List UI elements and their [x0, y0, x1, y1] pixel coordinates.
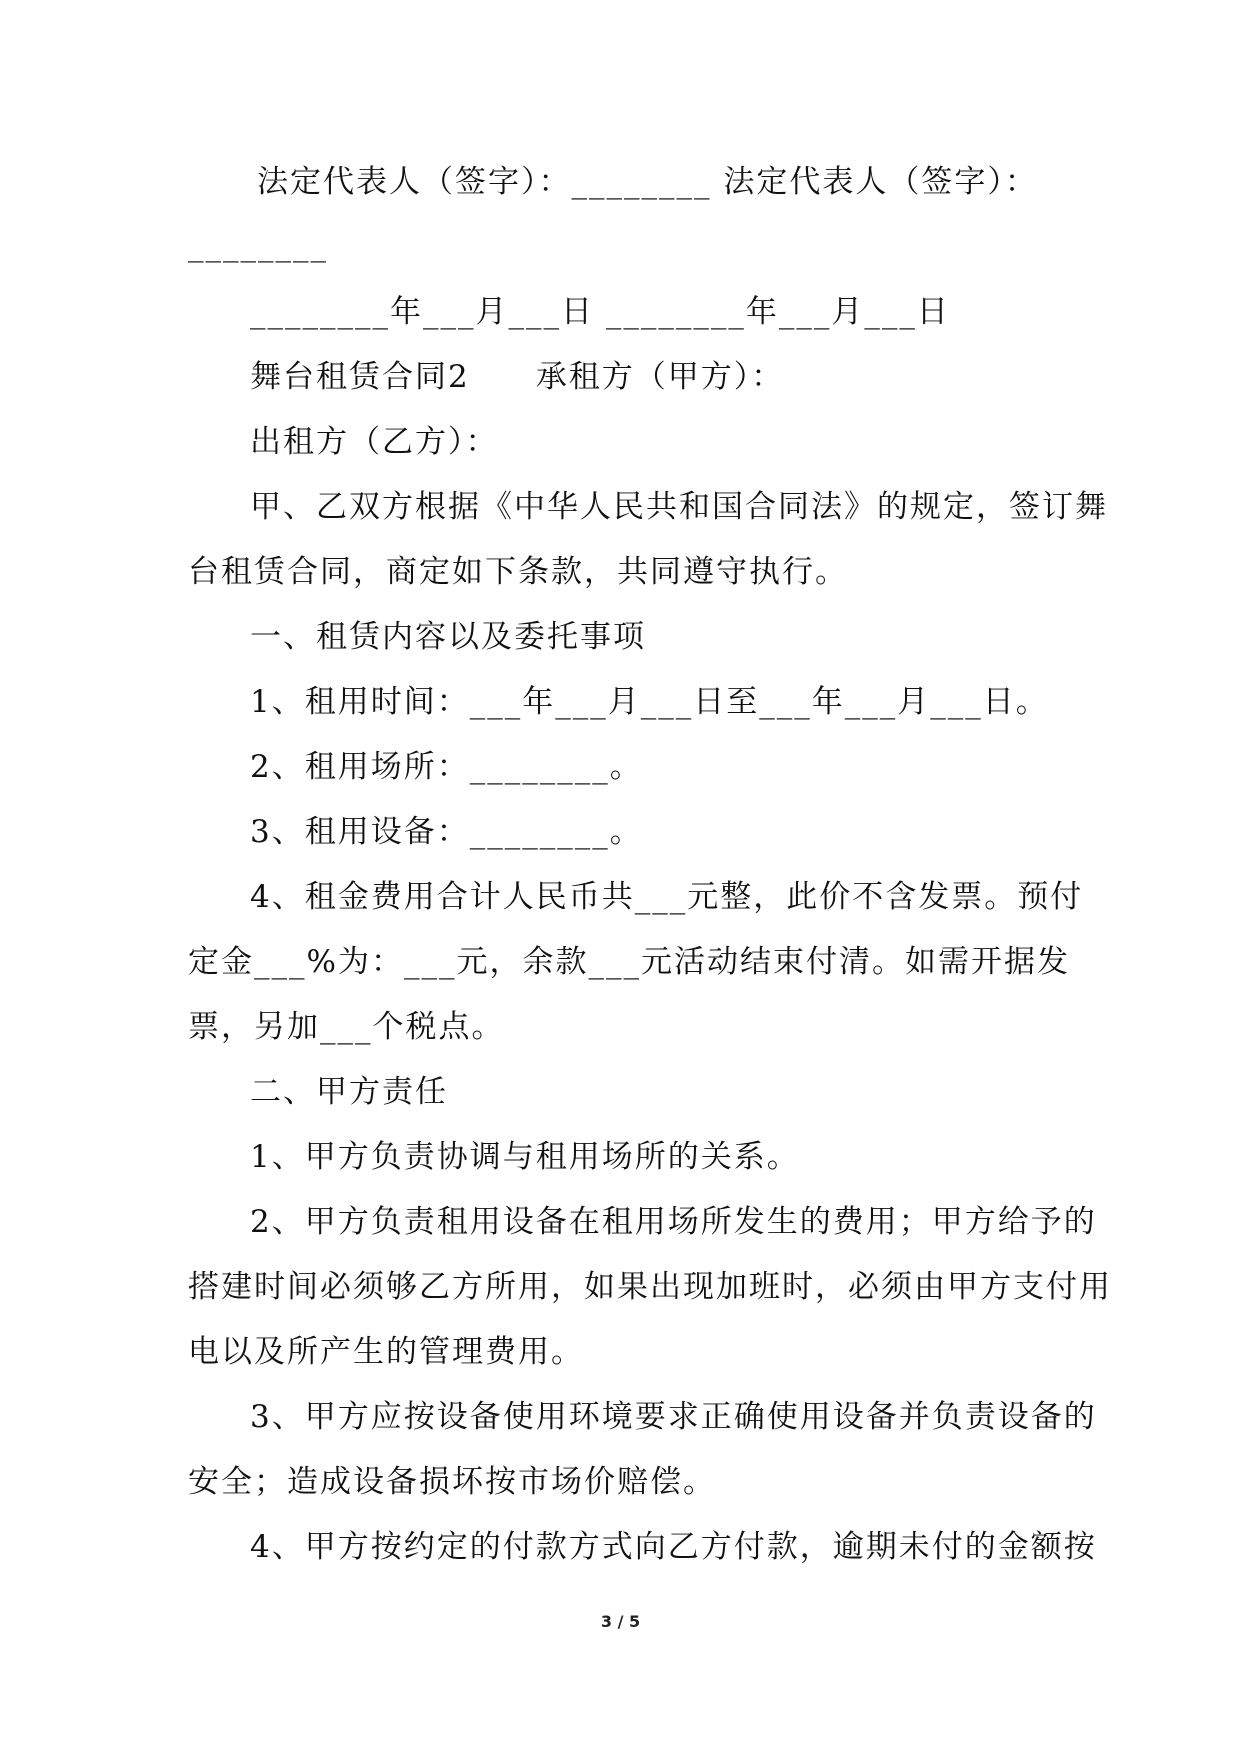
- signature-blank: ________: [188, 227, 328, 263]
- clause-line: 定金___%为：___元，余款___元活动结束付清。如需开据发: [188, 944, 1070, 980]
- paragraph-line: 台租赁合同，商定如下条款，共同遵守执行。: [188, 554, 848, 590]
- clause-line: 电以及所产生的管理费用。: [188, 1334, 584, 1370]
- contract-title-line: 舞台租赁合同2 承租方（甲方）：: [250, 359, 785, 395]
- clause-line: 搭建时间必须够乙方所用，如果出现加班时，必须由甲方支付用: [188, 1269, 1112, 1305]
- section-heading: 二、甲方责任: [250, 1074, 448, 1110]
- clause-line: 1、租用时间：___年___月___日至___年___月___日。: [250, 684, 1049, 720]
- clause-line: 4、租金费用合计人民币共___元整，此价不含发票。预付: [250, 879, 1084, 915]
- clause-line: 安全；造成设备损坏按市场价赔偿。: [188, 1464, 716, 1500]
- lessor-line: 出租方（乙方）：: [250, 424, 499, 460]
- date-line: ________年___月___日 ________年___月___日: [250, 294, 950, 330]
- signature-line: 法定代表人（签字）：________ 法定代表人（签字）：: [257, 164, 1038, 200]
- section-heading: 一、租赁内容以及委托事项: [250, 619, 646, 655]
- clause-line: 4、甲方按约定的付款方式向乙方付款，逾期未付的金额按: [250, 1529, 1097, 1565]
- page-number: 3 / 5: [600, 1612, 641, 1631]
- clause-line: 2、租用场所：________。: [250, 749, 643, 785]
- paragraph-line: 甲、乙双方根据《中华人民共和国合同法》的规定，签订舞: [250, 489, 1108, 525]
- clause-line: 3、甲方应按设备使用环境要求正确使用设备并负责设备的: [250, 1399, 1097, 1435]
- clause-line: 3、租用设备：________。: [250, 814, 643, 850]
- clause-line: 1、甲方负责协调与租用场所的关系。: [250, 1139, 800, 1175]
- clause-line: 2、甲方负责租用设备在租用场所发生的费用；甲方给予的: [250, 1204, 1097, 1240]
- clause-line: 票，另加___个税点。: [188, 1009, 505, 1045]
